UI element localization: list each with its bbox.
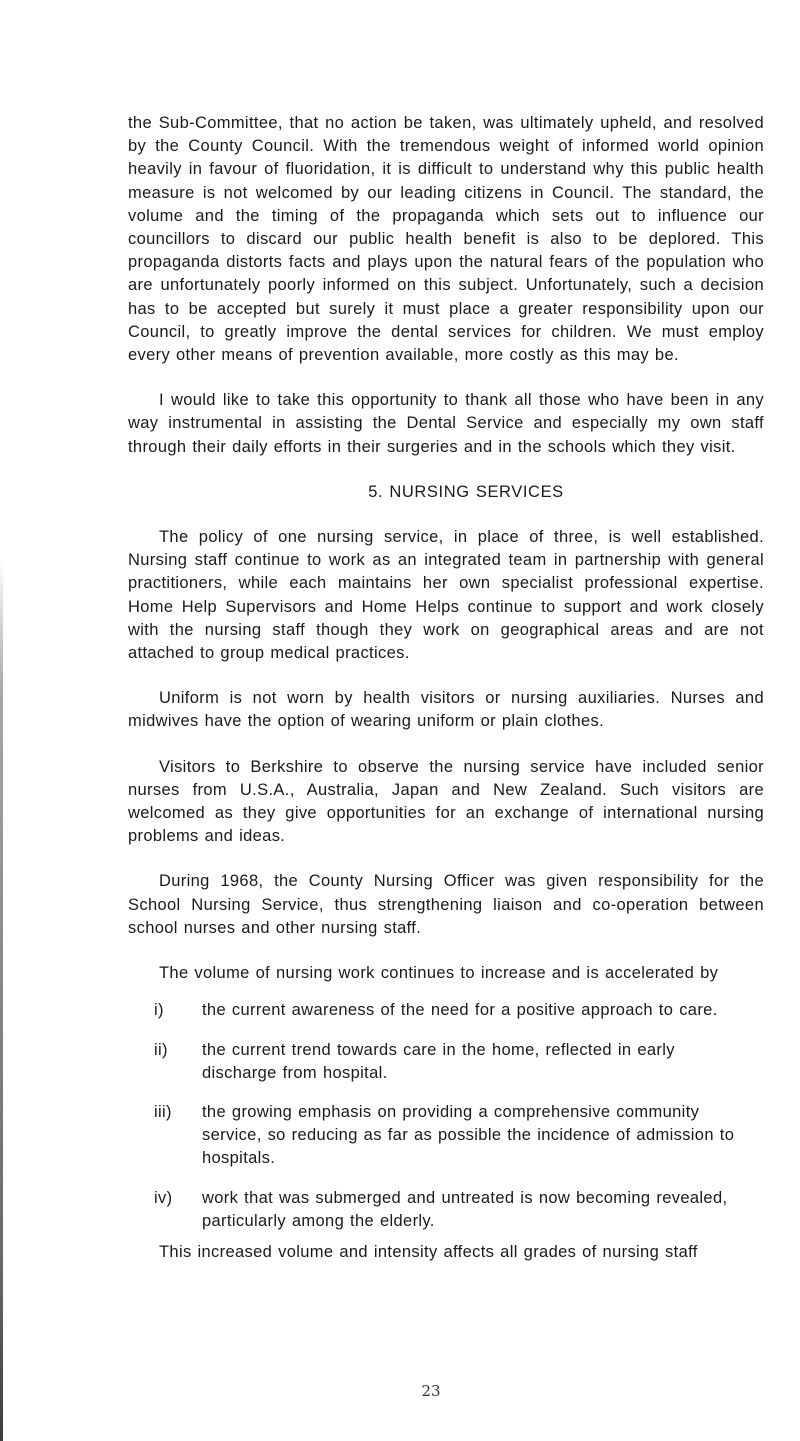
list-item-text: the growing emphasis on providing a comprehensive community service, so reducing as far as possible the incidence of admission to hospitals. [202,1102,735,1168]
list-item-text: work that was submerged and untreated is now becoming revealed, particularly among the elderly. [202,1188,728,1230]
paragraph-increased-volume: This increased volume and intensity affects all grades of nursing staff [159,1242,698,1261]
list-marker: iv) [154,1188,173,1207]
list-marker: iii) [154,1102,172,1121]
list-marker: i) [154,1001,164,1020]
paragraph-volume-intro: The volume of nursing work continues to increase and is accelerated by [159,964,719,983]
list-item [154,1101,764,1171]
paragraph-school-nursing: During 1968, the County Nursing Officer was given responsibility for the School Nursing Service, thus strengthening liaison and co-operation between school nurses and other nursing staff. [128,872,764,937]
factors-list [128,999,764,1233]
list-marker: ii) [154,1040,168,1059]
paragraph-nursing-policy: The policy of one nursing service, in place of three, is well established. Nursing staff continue to work as an integrated team in partnership with general practitioners, while each maintains her own specialist professional expertise. Home Help Supervisors and Home Helps continue to support and work closely with the nursing staff though they work on geographical areas and are not attached to group medical practices. [128,528,764,663]
list-item [154,1187,764,1233]
list-item [154,999,764,1022]
paragraph-visitors: Visitors to Berkshire to observe the nursing service have included senior nurses from U.S.A., Australia, Japan and New Zealand. Such visitors are welcomed as they give opportunities for an exchange of international nursing problems and ideas. [128,757,764,846]
page-number: 23 [421,1382,441,1400]
section-heading-nursing-services: 5. NURSING SERVICES [368,482,564,501]
paragraph-thanks: I would like to take this opportunity to thank all those who have been in any way instrumental in assisting the Dental Service and especially my own staff through their daily efforts in their surgeries and in the schools which they visit. [128,391,764,456]
paragraph-fluoridation: the Sub-Committee, that no action be taken, was ultimately upheld, and resolved by the County Council. With the tremendous weight of informed world opinion heavily in favour of fluoridation, it is difficult to understand why this public health measure is not welcomed by our leading citizens in Council. The standard, the volume and the timing of the propaganda which sets out to influence our councillors to discard our public health benefit is also to be deplored. This propaganda distorts facts and plays upon the natural fears of the population who are unfortunately poorly informed on this subject. Unfortunately, such a decision has to be accepted but surely it must place a greater responsibility upon our Council, to greatly improve the dental services for children. We must employ every other means of prevention available, more costly as this may be. [128,114,764,365]
paragraph-uniform: Uniform is not worn by health visitors or nursing auxiliaries. Nurses and midwives have the option of wearing uniform or plain clothes. [128,689,764,731]
scan-edge-shadow [0,560,3,1441]
list-item [154,1039,764,1085]
document-body [128,112,764,1264]
list-item-text: the current awareness of the need for a positive approach to care. [202,1001,718,1020]
list-item-text: the current trend towards care in the home, reflected in early discharge from hospital. [202,1040,675,1082]
